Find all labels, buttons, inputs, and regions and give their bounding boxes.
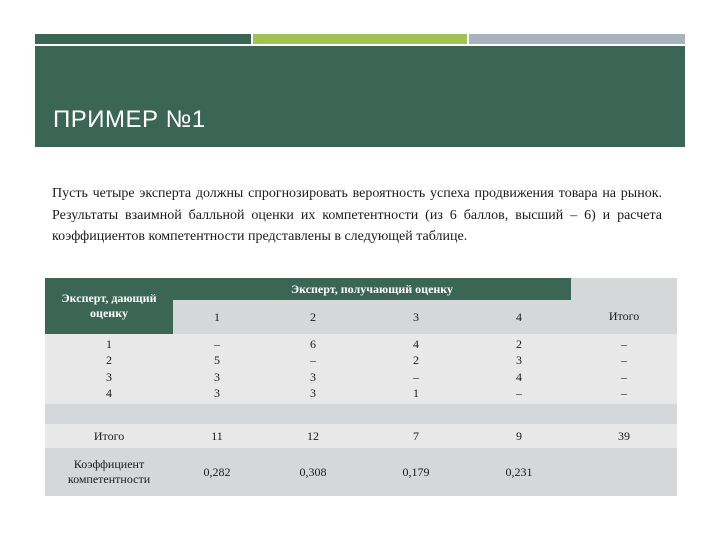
total-cell: 7	[365, 424, 467, 448]
row-total-cell: –	[621, 386, 627, 401]
score-cell: –	[516, 386, 522, 401]
score-cell: 5	[214, 353, 220, 368]
score-cell: 2	[516, 336, 522, 351]
coef-total-cell	[571, 448, 677, 496]
spacer-cell	[467, 404, 571, 424]
score-cell: 3	[214, 386, 220, 401]
row-total-cell: –	[621, 353, 627, 368]
competence-table	[45, 278, 677, 496]
total-row-label: Итого	[45, 424, 173, 448]
top-accent-bar-2	[253, 34, 467, 44]
spacer-cell	[173, 404, 261, 424]
total-header: Итого	[571, 278, 677, 334]
scores-col-4	[467, 334, 571, 404]
score-cell: 2	[413, 353, 419, 368]
coef-cell: 0,179	[365, 448, 467, 496]
coef-cell: 0,308	[261, 448, 365, 496]
title-banner	[35, 46, 685, 147]
coef-cell: 0,231	[467, 448, 571, 496]
score-cell: 1	[413, 386, 419, 401]
total-cell: 12	[261, 424, 365, 448]
giver-header: Эксперт, дающий оценку	[45, 278, 173, 334]
col-header-1: 1	[173, 300, 261, 334]
spacer-cell	[571, 404, 677, 424]
top-accent-bar-3	[469, 34, 685, 44]
coef-cell: 0,282	[173, 448, 261, 496]
intro-paragraph: Пусть четыре эксперта должны спрогнозировать вероятность успеха продвижения товара на рынок. Результаты взаимной балльной оценки их компетентности (из 6 баллов, высший – 6) и расчета коэффициентов компетентности представлены в следующей таблице.	[52, 186, 662, 244]
row-total-cell: –	[621, 336, 627, 351]
expert-ids	[45, 334, 173, 404]
expert-id: 4	[106, 386, 112, 401]
score-cell: 3	[310, 386, 316, 401]
col-header-2: 2	[261, 300, 365, 334]
coef-row-label: Коэффициент компетентности	[45, 448, 173, 496]
slide-title: ПРИМЕР №1	[53, 106, 206, 133]
total-cell: 11	[173, 424, 261, 448]
row-total-cell: –	[621, 369, 627, 384]
col-header-4: 4	[467, 300, 571, 334]
row-totals	[571, 334, 677, 404]
score-cell: 3	[516, 353, 522, 368]
expert-id: 3	[106, 369, 112, 384]
score-cell: 4	[413, 336, 419, 351]
receiver-header: Эксперт, получающий оценку	[173, 278, 571, 300]
scores-col-3	[365, 334, 467, 404]
expert-id: 1	[106, 336, 112, 351]
score-cell: 3	[214, 369, 220, 384]
total-cell: 9	[467, 424, 571, 448]
score-cell: 3	[310, 369, 316, 384]
scores-col-2	[261, 334, 365, 404]
score-cell: –	[413, 369, 419, 384]
expert-id: 2	[106, 353, 112, 368]
scores-col-1	[173, 334, 261, 404]
score-cell: –	[310, 353, 316, 368]
top-accent-bar-1	[35, 34, 251, 44]
spacer-cell	[365, 404, 467, 424]
score-cell: 6	[310, 336, 316, 351]
col-header-3: 3	[365, 300, 467, 334]
score-cell: –	[214, 336, 220, 351]
spacer-cell	[261, 404, 365, 424]
spacer-cell	[45, 404, 173, 424]
grand-total-cell: 39	[571, 424, 677, 448]
score-cell: 4	[516, 369, 522, 384]
